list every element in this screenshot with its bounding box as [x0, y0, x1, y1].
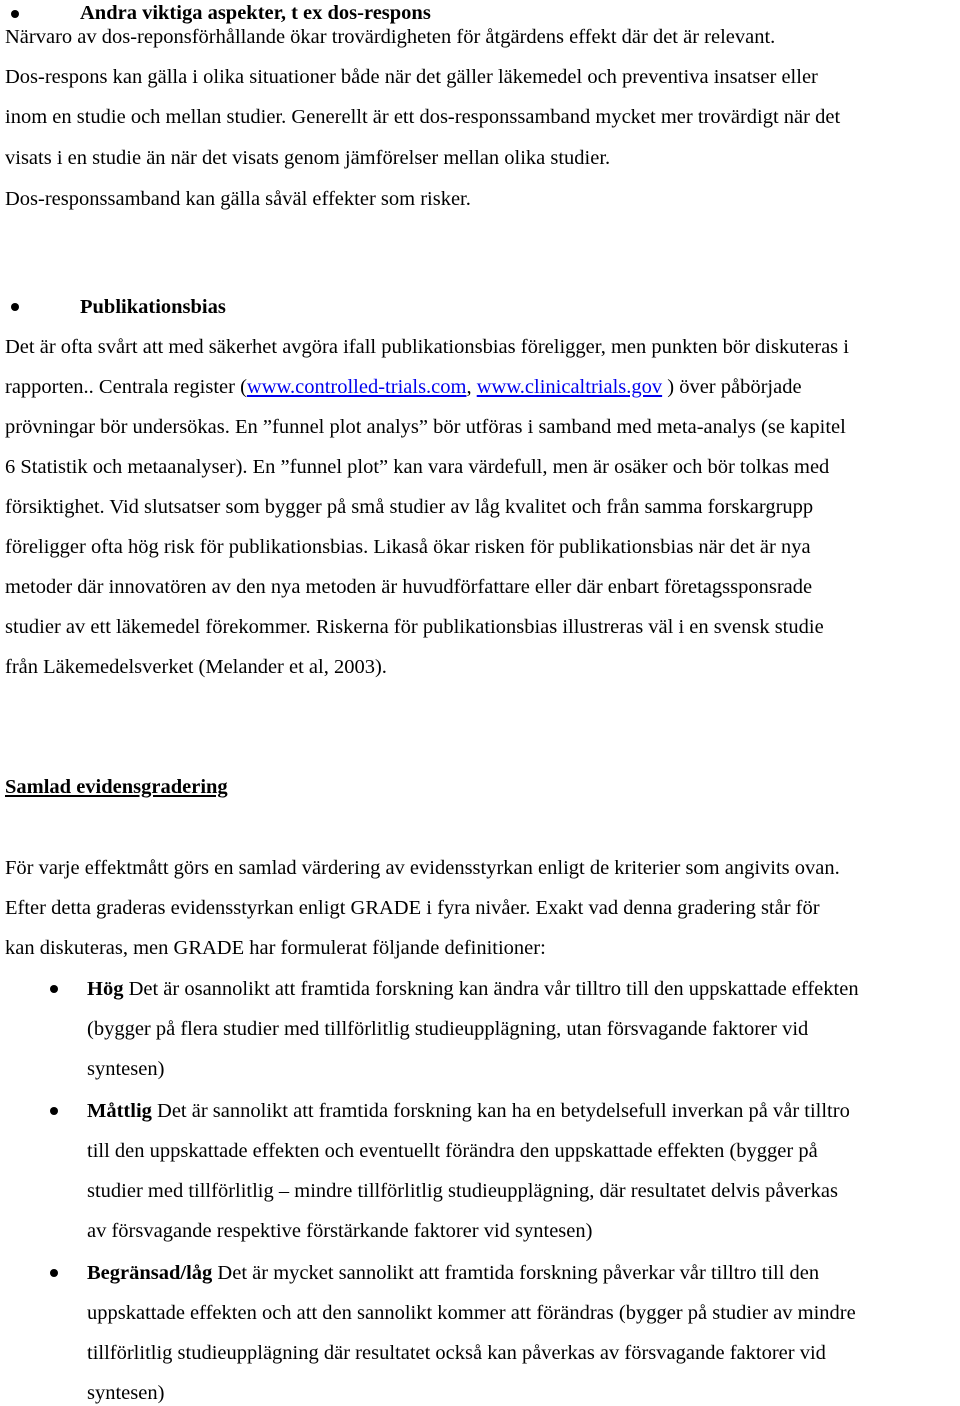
grade-term: Begränsad/låg — [87, 1262, 213, 1284]
grade-text: Det är sannolikt att framtida forskning kan ha en betydelsefull inverkan på vår tilltro — [151, 1100, 850, 1122]
sentence: Exakt vad denna gradering står för — [535, 897, 820, 919]
paragraph-line: kan diskuteras, men GRADE har formulerat följande definitioner: — [5, 937, 546, 959]
paragraph-line — [5, 615, 824, 639]
paragraph-line — [5, 896, 820, 920]
grade-item-begransad — [87, 1261, 819, 1285]
sentence: Generellt är ett dos-responssamband mycket mer trovärdigt när det — [291, 106, 841, 128]
grade-line: uppskattade effekten och att den sannolikt kommer att förändras (bygger på studier av mindre — [87, 1302, 856, 1324]
paragraph-line — [5, 455, 829, 479]
sentence: Vid slutsatser som bygger på små studier av låg kvalitet och från samma forskargrupp — [109, 496, 814, 518]
sentence: inom en studie och mellan studier. — [5, 106, 287, 128]
paragraph-line — [5, 105, 840, 129]
bullet-icon — [50, 1107, 58, 1115]
paragraph-line — [5, 535, 811, 559]
paragraph-line: Det är ofta svårt att med säkerhet avgöra ifall publikationsbias föreligger, men punkten bör diskuteras i — [5, 336, 849, 358]
sentence: studier av ett läkemedel förekommer. — [5, 616, 311, 638]
sentence: Efter detta graderas evidensstyrkan enligt GRADE i fyra nivåer. — [5, 897, 531, 919]
paragraph-line: från Läkemedelsverket (Melander et al, 2003). — [5, 656, 387, 678]
paragraph-line: Dos-responssamband kan gälla såväl effekter som risker. — [5, 188, 471, 210]
grade-line: av försvagande respektive förstärkande faktorer vid syntesen) — [87, 1220, 593, 1242]
link-controlled-trials[interactable]: www.controlled-trials.com — [246, 376, 467, 398]
bullet-icon — [50, 1269, 58, 1277]
grade-text: Det är mycket sannolikt att framtida forskning påverkar vår tilltro till den — [212, 1262, 820, 1284]
sentence: En ”funnel plot” kan vara värdefull, men är osäker och bör tolkas med — [252, 456, 830, 478]
grade-line: syntesen) — [87, 1058, 165, 1080]
sentence: En ”funnel plot analys” bör utföras i samband med meta-analys (se kapitel — [235, 416, 846, 438]
text-span: ) över påbörjade — [662, 376, 802, 398]
grade-line: studier med tillförlitlig – mindre tillförlitlig studieupplägning, där resultatet delvis påverkas — [87, 1180, 838, 1202]
section-heading-samlad-evidensgradering: Samlad evidensgradering — [5, 776, 228, 798]
bullet-icon — [11, 303, 19, 311]
grade-line: tillförlitlig studieupplägning där resultatet också kan påverkas av försvagande faktorer vid — [87, 1342, 826, 1364]
link-clinicaltrials[interactable]: www.clinicaltrials.gov — [476, 376, 663, 398]
sentence: föreligger ofta hög risk för publikationsbias. — [5, 536, 369, 558]
bullet-icon — [11, 10, 19, 18]
paragraph-line — [5, 495, 813, 519]
paragraph-line: Dos-respons kan gälla i olika situationer både när det gäller läkemedel och preventiva insatser eller — [5, 66, 818, 88]
paragraph-line: visats i en studie än när det visats genom jämförelser mellan olika studier. — [5, 147, 611, 169]
text-span: , — [466, 376, 477, 398]
text-span: rapporten.. Centrala register ( — [5, 376, 247, 398]
grade-line: till den uppskattade effekten och eventuellt förändra den uppskattade effekten (bygger på — [87, 1140, 818, 1162]
sentence: Likaså ökar risken för publikationsbias när det är nya — [373, 536, 811, 558]
paragraph-line — [5, 375, 802, 399]
paragraph-line: metoder där innovatören av den nya metoden är huvudförfattare eller där enbart företagssponsrade — [5, 576, 813, 598]
sentence: prövningar bör undersökas. — [5, 416, 230, 438]
grade-term: Måttlig — [87, 1100, 152, 1122]
section-heading-publikationsbias: Publikationsbias — [80, 296, 226, 318]
grade-text: Det är osannolikt att framtida forskning kan ändra vår tilltro till den uppskattade effekten — [123, 978, 859, 1000]
sentence: Riskerna för publikationsbias illustreras väl i en svensk studie — [315, 616, 824, 638]
sentence: försiktighet. — [5, 496, 105, 518]
grade-term: Hög — [87, 978, 124, 1000]
grade-line: syntesen) — [87, 1382, 165, 1404]
paragraph-line: För varje effektmått görs en samlad värdering av evidensstyrkan enligt de kriterier som angivits ovan. — [5, 857, 840, 879]
paragraph-line: Närvaro av dos-reponsförhållande ökar trovärdigheten för åtgärdens effekt där det är relevant. — [5, 26, 776, 48]
sentence: 6 Statistik och metaanalyser). — [5, 456, 248, 478]
bullet-icon — [50, 985, 58, 993]
grade-item-mattlig — [87, 1099, 850, 1123]
grade-line: (bygger på flera studier med tillförlitlig studieupplägning, utan försvagande faktorer vid — [87, 1018, 809, 1040]
section-heading-dos-respons: Andra viktiga aspekter, t ex dos-respons — [80, 2, 431, 24]
grade-item-hog — [87, 977, 859, 1001]
paragraph-line — [5, 415, 846, 439]
